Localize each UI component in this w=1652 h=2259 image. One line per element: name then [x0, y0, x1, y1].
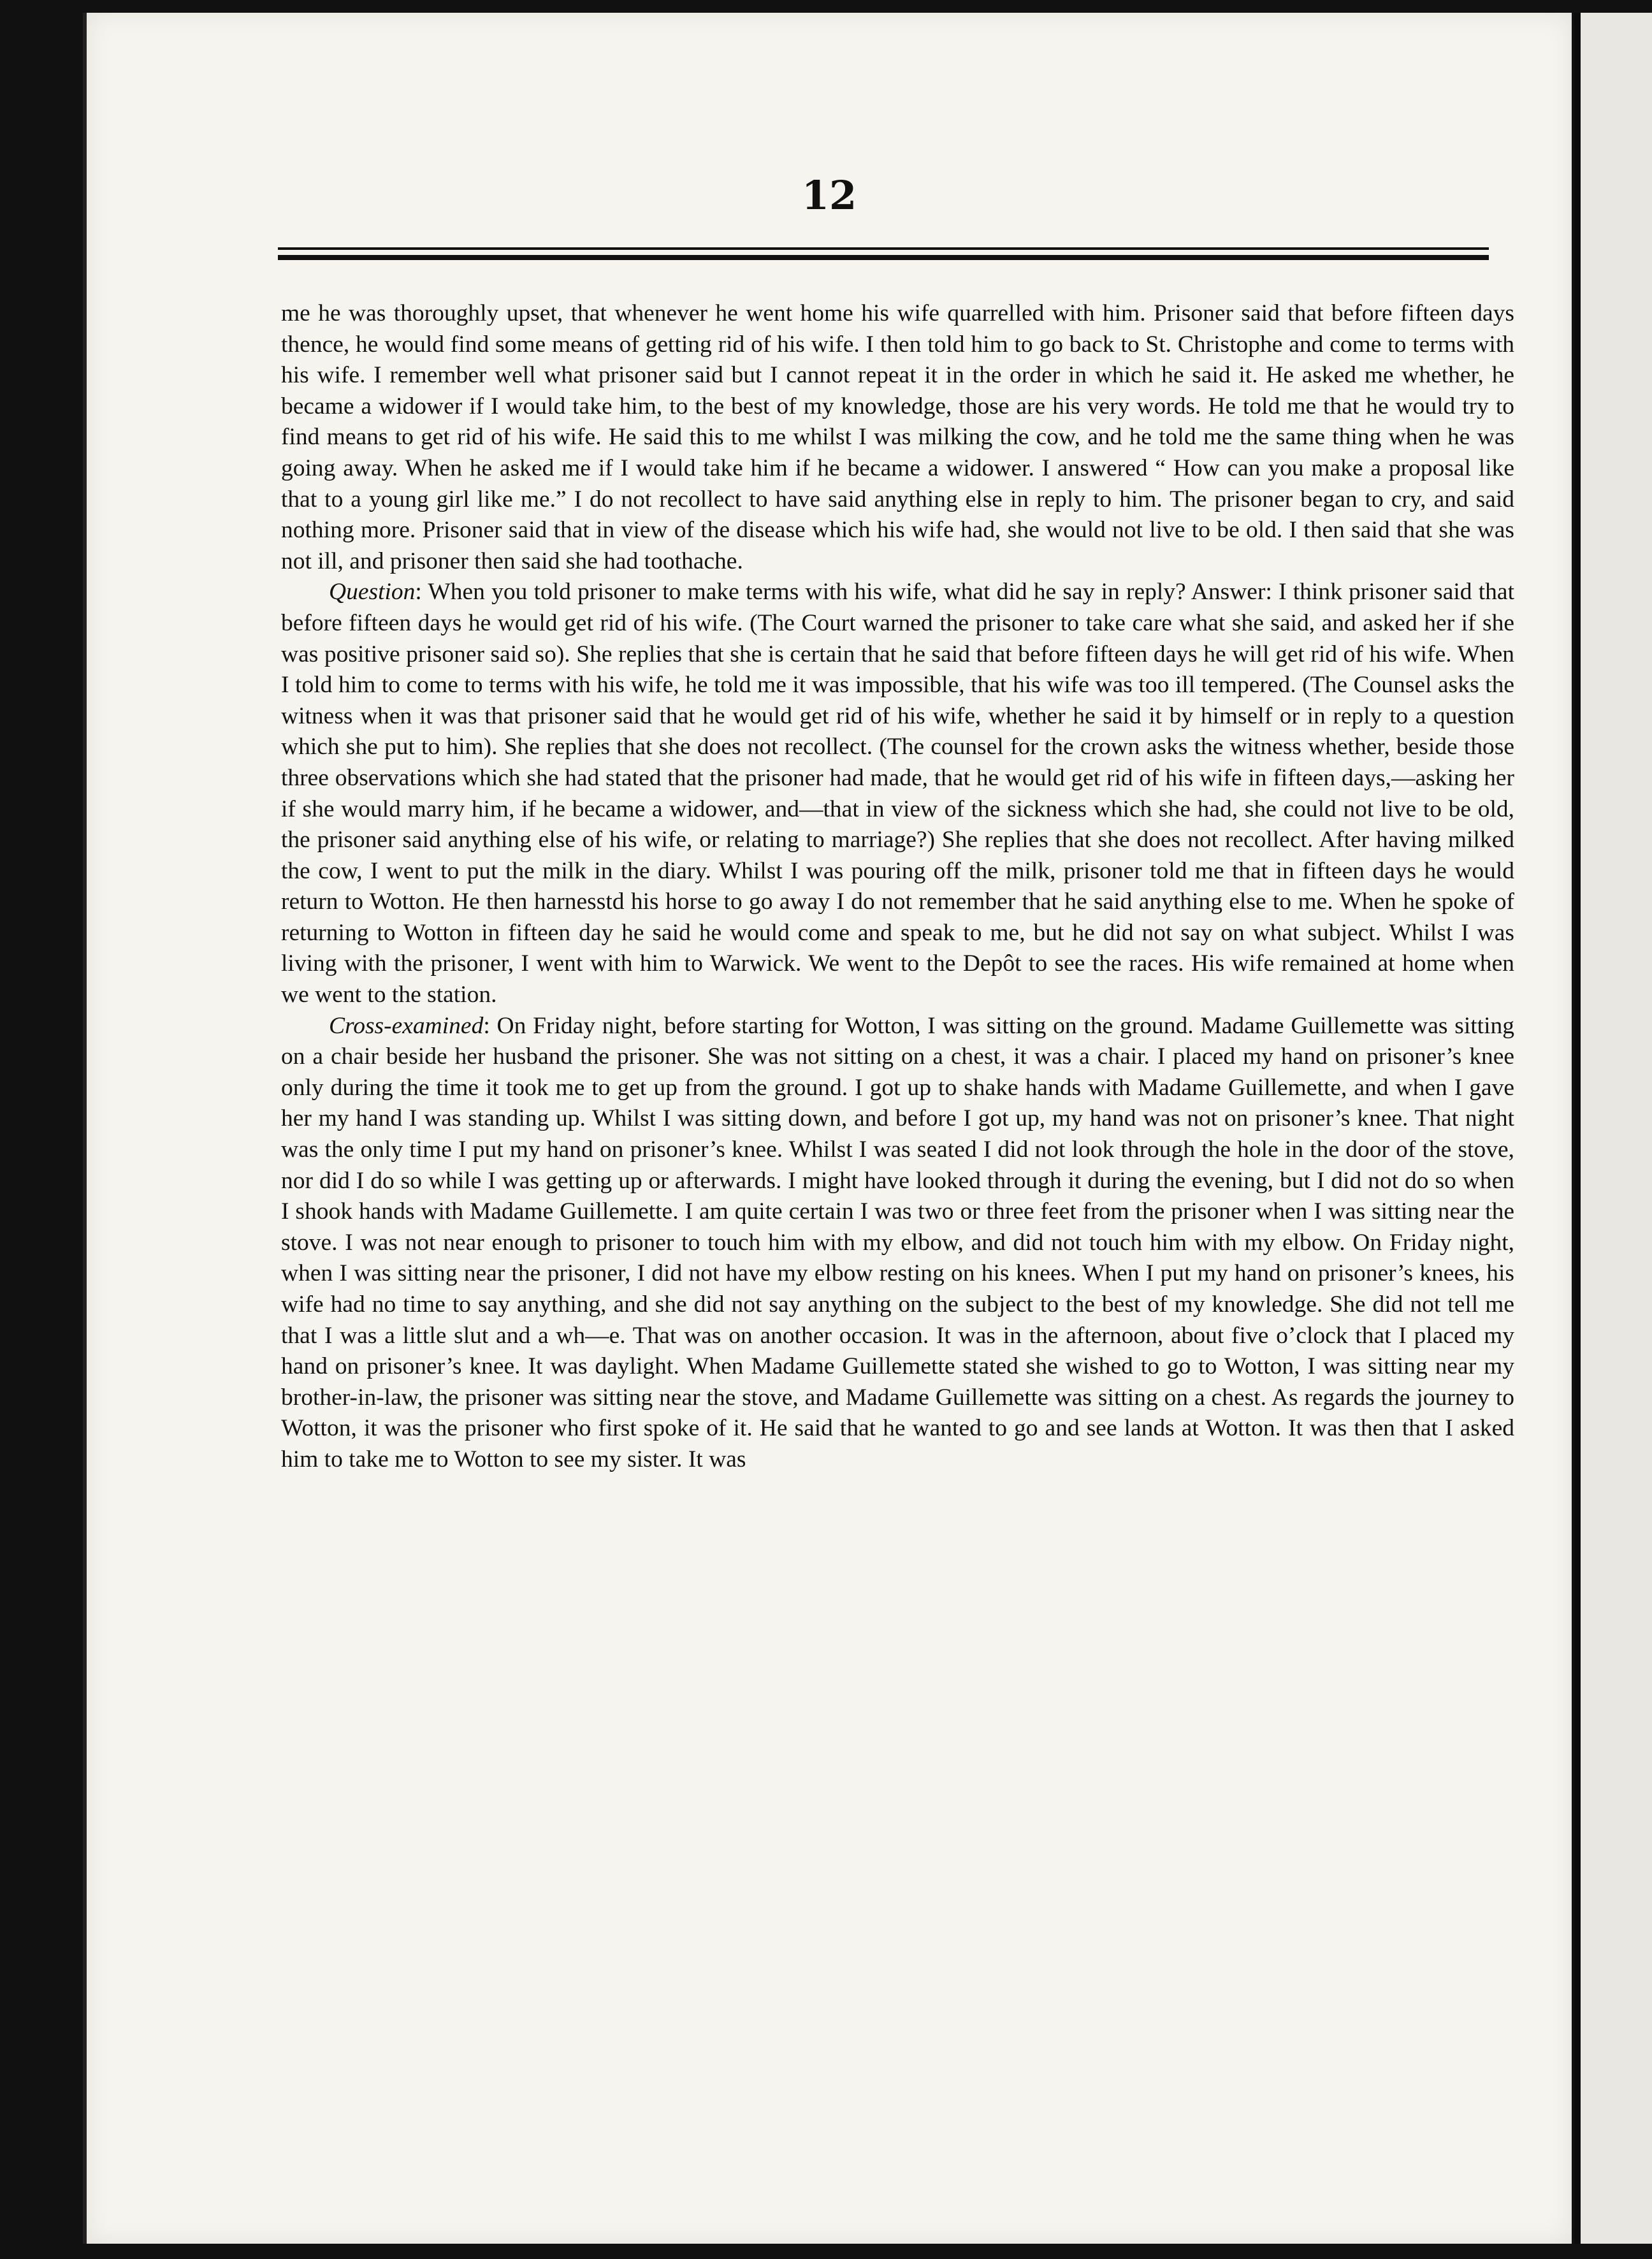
body-text: [281, 298, 1514, 1476]
adjacent-page-edge: [1574, 13, 1652, 2244]
paragraph-text: me he was thoroughly upset, that whenever he went home his wife quarrelled with him. Prisoner said that before fifteen days thence, he would find some means of getting rid of his wife. I then told him to go back to St. Christophe and come to terms with his wife. I remember well what prisoner said but I cannot repeat it in the order in which he said it. He asked me whether, he became a widower if I would take him, to the best of my knowledge, those are his very words. He told me that he would try to find means to get rid of his wife. He said this to me whilst I was milking the cow, and he told me the same thing when he was going away. When he asked me if I would take him if he became a widower. I answered “ How can you make a proposal like that to a young girl like me.” I do not recollect to have said anything else in reply to him. The prisoner began to cry, and said nothing more. Prisoner said that in view of the disease which his wife had, she would not live to be old. I then said that she was not ill, and prisoner then said she had toothache.: [281, 300, 1514, 574]
paragraph-text: : On Friday night, before starting for Wotton, I was sitting on the ground. Madame Guillemette was sitting on a chair beside her husband the prisoner. She was not sitting on a chest, it was a chair. I placed my hand on prisoner’s knee only during the time it took me to get up from the ground. I got up to shake hands with Madame Guillemette, and when I gave her my hand I was standing up. Whilst I was sitting down, and before I got up, my hand was not on prisoner’s knee. That night was the only time I put my hand on prisoner’s knee. Whilst I was seated I did not look through the hole in the door of the stove, nor did I do so while I was getting up or afterwards. I might have looked through it during the evening, but I did not do so when I shook hands with Madame Guillemette. I am quite certain I was two or three feet from the prisoner when I was sitting near the stove. I was not near enough to prisoner to touch him with my elbow, and did not touch him with my elbow. On Friday night, when I was sitting near the prisoner, I did not have my elbow resting on his knees. When I put my hand on prisoner’s knees, his wife had no time to say anything, and she did not say anything on the subject to the best of my knowledge. She did not tell me that I was a little slut and a wh—e. That was on another occasion. It was in the afternoon, about five o’clock that I placed my hand on prisoner’s knee. It was daylight. When Madame Guillemette stated she wished to go to Wotton, I was sitting near my brother-in-law, the prisoner was sitting near the stove, and Madame Guillemette was sitting on a chest. As regards the journey to Wotton, it was the prisoner who first spoke of it. He said that he wanted to go and see lands at Wotton. It was then that I asked him to take me to Wotton to see my sister. It was: [281, 1012, 1514, 1472]
header-rule-thick: [278, 255, 1489, 260]
header-rule-thin: [278, 247, 1489, 250]
page-number: 12: [801, 172, 857, 219]
paragraph-testimony: [281, 298, 1514, 577]
paragraph-lead-question: Question: [329, 579, 416, 606]
paragraph-text: : When you told prisoner to make terms with his wife, what did he say in reply? Answer: I think prisoner said that before fifteen days he would get rid of his wife. (The Court warned the prisoner to take care what she said, and asked her if she was positive prisoner said so). She replies that she is certain that he said that before fifteen days he will get rid of his wife. When I told him to come to terms with his wife, he told me it was impossible, that his wife was too ill tempered. (The Counsel asks the witness when it was that prisoner said that he would get rid of his wife, whether he said it by himself or in reply to a question which she put to him). She replies that she does not recollect. (The counsel for the crown asks the witness whether, beside those three observations which she had stated that the prisoner had made, that he would get rid of his wife in fifteen days,—asking her if she would marry him, if he became a widower, and—that in view of the sickness which she had, she could not live to be old, the prisoner said anything else of his wife, or relating to marriage?) She replies that she does not recollect. After having milked the cow, I went to put the milk in the diary. Whilst I was pouring off the milk, prisoner told me that in fifteen days he would return to Wotton. He then harnesstd his horse to go away I do not remember that he said anything else to me. When he spoke of returning to Wotton in fifteen day he said he would come and speak to me, but he did not say on what subject. Whilst I was living with the prisoner, I went with him to Warwick. We went to the Depôt to see the races. His wife remained at home when we went to the station.: [281, 579, 1514, 1008]
paragraph-lead-cross-examined: Cross-examined: [329, 1012, 484, 1039]
paragraph-question: [281, 577, 1514, 1010]
header-rule: [278, 247, 1489, 260]
paragraph-cross-examined: [281, 1011, 1514, 1476]
document-page: [83, 13, 1572, 2244]
